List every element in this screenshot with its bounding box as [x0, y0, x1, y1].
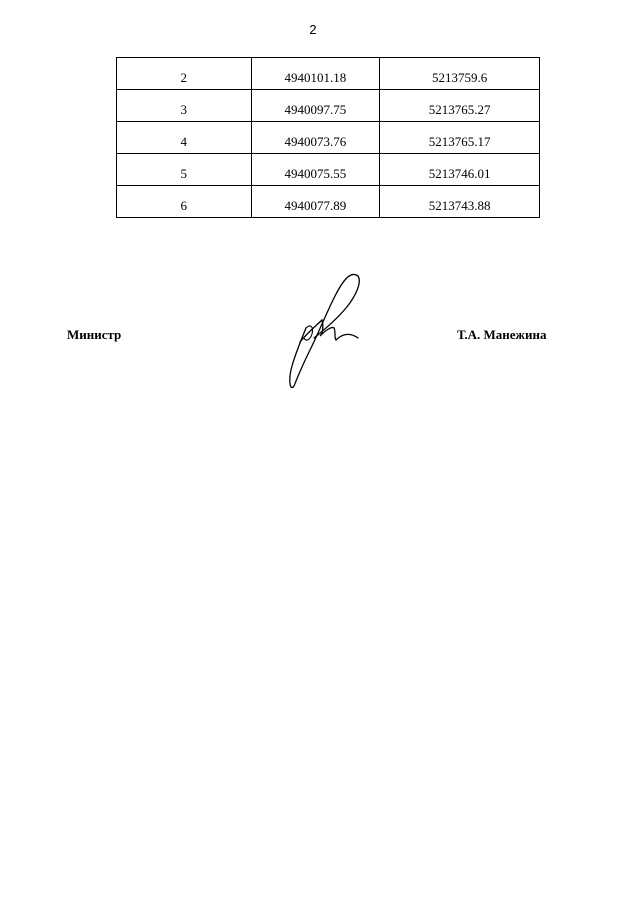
table-row: [117, 90, 540, 122]
coordinates-table: [116, 57, 540, 218]
handwritten-signature: [284, 268, 366, 392]
table-row: [117, 122, 540, 154]
y-coordinate-cell: 5213765.27: [380, 90, 540, 122]
page-number: 2: [309, 22, 317, 37]
y-coordinate-cell: 5213765.17: [380, 122, 540, 154]
x-coordinate-cell: 4940073.76: [251, 122, 380, 154]
table-row: [117, 58, 540, 90]
coordinates-table-body: [117, 58, 540, 218]
point-number-cell: 2: [117, 58, 252, 90]
point-number-cell: 3: [117, 90, 252, 122]
table-row: [117, 154, 540, 186]
y-coordinate-cell: 5213746.01: [380, 154, 540, 186]
x-coordinate-cell: 4940075.55: [251, 154, 380, 186]
y-coordinate-cell: 5213743.88: [380, 186, 540, 218]
x-coordinate-cell: 4940097.75: [251, 90, 380, 122]
signer-title: Министр: [67, 327, 122, 342]
table-row: [117, 186, 540, 218]
x-coordinate-cell: 4940101.18: [251, 58, 380, 90]
signer-name: Т.А. Манежина: [457, 327, 547, 342]
x-coordinate-cell: 4940077.89: [251, 186, 380, 218]
y-coordinate-cell: 5213759.6: [380, 58, 540, 90]
point-number-cell: 5: [117, 154, 252, 186]
point-number-cell: 4: [117, 122, 252, 154]
point-number-cell: 6: [117, 186, 252, 218]
